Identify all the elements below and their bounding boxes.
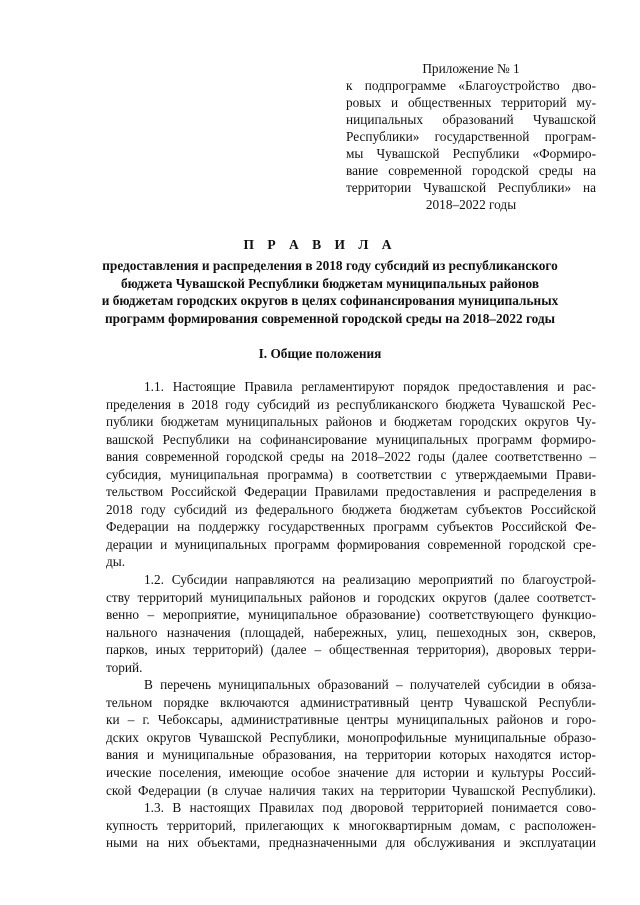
document-body	[106, 378, 596, 852]
annex-line: мы Чувашской Республики «Формиро-	[346, 146, 596, 161]
paragraph-1-1	[106, 378, 596, 571]
text-line: 1.3. В настоящих Правилах под дворовой территорией понимается сово-	[144, 800, 596, 816]
text-line: В перечень муниципальных образований – получателей субсидии в обяза-	[144, 677, 596, 693]
text-line: ки – г. Чебоксары, административные центры муниципальных районов и горо-	[106, 712, 596, 728]
subtitle-line: бюджета Чувашской Республики бюджетам муниципальных районов	[120, 275, 540, 291]
text-line: тельством Российской Федерации Правилами предоставления и распределения в	[106, 484, 596, 500]
annex-line: ниципальных образований Чувашской	[346, 112, 596, 127]
text-line: дерации и муниципальных программ формирования современной городской сре-	[106, 536, 596, 552]
text-line: вания современной городской среды на 2018–2022 годы (далее соответственно –	[106, 449, 596, 465]
text-line: тельном порядке включаются административный центр Чувашской Республи-	[106, 694, 596, 710]
annex-years: 2018–2022 годы	[425, 197, 517, 212]
text-line: ской Федерации (в случае наличия таких на территории Чувашской Республики).	[106, 782, 596, 798]
document-title: П Р А В И Л А	[243, 237, 397, 252]
annex-line: вание современной городской среды на	[346, 163, 596, 178]
text-line: 1.2. Субсидии направляются на реализацию мероприятий по благоустрой-	[144, 572, 596, 588]
subtitle-line: и бюджетам городских округов в целях софинансирования муниципальных	[101, 293, 559, 308]
text-line: ству территорий муниципальных районов и городских округов (далее соответст-	[106, 589, 596, 605]
text-line: купность территорий, прилегающих к многоквартирным домам, с расположен-	[106, 817, 596, 833]
paragraph-1-3	[106, 799, 596, 852]
annex-number: Приложение № 1	[422, 61, 520, 76]
subtitle-line: предоставления и распределения в 2018 году субсидий из республиканского	[102, 258, 558, 273]
annex-line: ровых и общественных территорий му-	[346, 95, 596, 110]
annex-line: к подпрограмме «Благоустройство дво-	[346, 78, 596, 93]
annex-block	[346, 60, 596, 213]
text-line: парков, иных территорий) (далее – общественная территория), дворовых терри-	[106, 642, 596, 658]
text-line: 2018 году субсидий из федерального бюджета бюджетам субъектов Российской	[106, 501, 596, 517]
subtitle-line: программ формирования современной городской среды на 2018–2022 годы	[104, 310, 556, 326]
paragraph-municipalities	[106, 676, 596, 799]
text-line: вашской Республики на софинансирование муниципальных программ формиро-	[106, 431, 596, 447]
text-line: Федерации на поддержку государственных программ субъектов Российской Фе-	[106, 519, 596, 535]
text-line: публики бюджетам муниципальных районов и бюджетам городских округов Чу-	[106, 414, 596, 430]
text-line: венно – мероприятие, муниципальное образование) соответствующего функцио-	[106, 607, 596, 623]
text-line: 1.1. Настоящие Правила регламентируют порядок предоставления и рас-	[144, 379, 596, 394]
text-line: дских округов Чувашской Республики, монопрофильные муниципальные образо-	[106, 729, 596, 745]
text-line: ические поселения, имеющие особое значение для истории и культуры Россий-	[106, 765, 596, 781]
text-line: нального назначения (площадей, набережных, улиц, пешеходных зон, скверов,	[106, 624, 596, 640]
paragraph-1-2	[106, 571, 596, 676]
annex-line: Республики» государственной програм-	[346, 129, 596, 144]
text-line: пределения в 2018 году субсидий из республиканского бюджета Чувашской Рес-	[106, 396, 596, 412]
annex-line: территории Чувашской Республики» на	[346, 180, 596, 195]
text-line: ды.	[106, 554, 126, 570]
text-line: ными на них объектами, предназначенными для обслуживания и эксплуатации	[106, 835, 596, 851]
document-subtitle	[60, 257, 600, 327]
section-heading: I. Общие положения	[258, 346, 382, 361]
text-line: вания и муниципальные образования, на территории которых находятся истор-	[106, 747, 596, 763]
text-line: торий.	[106, 659, 143, 675]
text-line: субсидия, муниципальная программа) в соответствии с утверждаемыми Прави-	[106, 466, 596, 482]
